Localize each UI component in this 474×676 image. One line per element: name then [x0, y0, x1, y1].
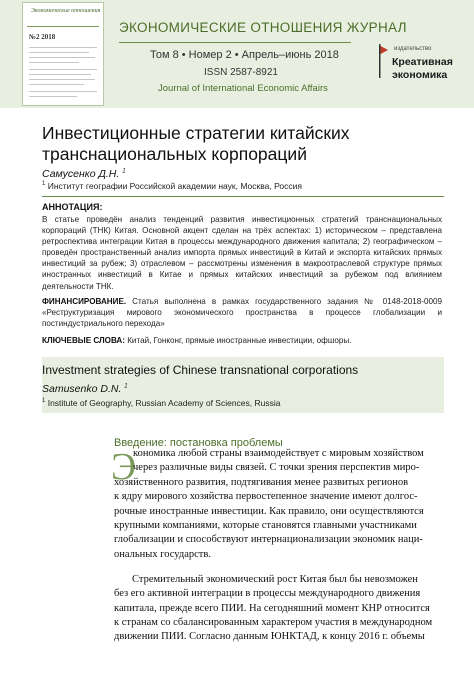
journal-title: ЭКОНОМИЧЕСКИЕ ОТНОШЕНИЯ ЖУРНАЛ — [119, 20, 407, 35]
text-line: капитала, прежде всего ПИИ. На сегодняшний момент КНР относится — [114, 602, 430, 614]
author-name: Самусенко Д.Н. $^1$ — [42, 168, 126, 180]
journal-cover-thumbnail — [22, 2, 104, 106]
publisher-logo — [364, 44, 464, 82]
drop-cap: Э — [111, 446, 137, 488]
article-title: Инвестиционные стратегии китайских транснациональных корпораций — [42, 123, 350, 164]
flag-icon — [378, 44, 388, 78]
issn: ISSN 2587-8921 — [204, 67, 278, 78]
text-line: хозяйственного развития, подтягивания менее развитых регионов — [114, 477, 409, 488]
text-line: крупными компаниями, которые становятся главными участниками — [114, 520, 417, 532]
keywords-block: КЛЮЧЕВЫЕ СЛОВА: Китай, Гонконг, прямые иностранные инвестиции, офшоры. — [42, 336, 352, 345]
abstract-heading: АННОТАЦИЯ: — [42, 202, 103, 212]
article-title-english: Investment strategies of Chinese transnational corporations — [42, 363, 359, 377]
text-line: движении ПИИ. Согласно данным ЮНКТАД, к концу 2016 г. объемы — [114, 631, 425, 643]
abstract-text: В статье проведён анализ тенденций развития инвестиционных стратегий транснациональных корпораций (ТНК) Китая. Основной акцент сделан на трёх аспектах: 1) историческом – представлена ретроспектива интеграции Китая в процессы международного движения капитала; 2) географическом – проведён пространственный анализ импорта прямых инвестиций в Китай и экспорта китайских прямых инвестиций за рубеж; 3) отраслевом – рассмотрены изменения в макроотраслевой структуре прямых иностранных инвестиций в Китае и прямых китайских инвестиций за рубежом под влиянием деятельности ТНК. — [42, 215, 442, 291]
author-affiliation-english: $^1$ Institute of Geography, Russian Academy of Sciences, Russia — [42, 398, 281, 408]
text-line: глобализации и способствуют интернационализации экономик наци- — [114, 534, 423, 546]
publisher-name-line1: Креативная — [392, 56, 453, 68]
abstract-divider — [42, 196, 444, 197]
text-line: к странам со сбалансированным характером участия в международном — [114, 617, 433, 629]
text-line: к ядру мирового хозяйства первостепенное значение имеют долгос- — [114, 491, 418, 503]
issue-info: Том 8 • Номер 2 • Апрель–июнь 2018 — [150, 49, 339, 61]
text-line: через различные виды связей. С точки зрения перспектив миро- — [133, 462, 420, 474]
author-name-english: Samusenko D.N. $^1$ — [42, 383, 128, 395]
text-line: без его активной интеграции в процессы международного движения — [114, 588, 421, 600]
funding-block: ФИНАНСИРОВАНИЕ. Статья выполнена в рамках государственного задания № 0148-2018-0009 «Реструктуризация мирового экономического пространства в процессе глобализации и постиндустриального перехода» — [42, 297, 442, 329]
header-divider — [119, 42, 351, 43]
paragraph-1 — [114, 476, 433, 562]
section-heading: Введение: постановка проблемы — [114, 437, 283, 449]
paragraph-1-lead — [133, 447, 433, 476]
publisher-caption: издательство — [394, 46, 432, 52]
text-line: Стремительный экономический рост Китая был бы невозможен — [132, 574, 418, 585]
paragraph-2 — [114, 573, 433, 645]
author-affiliation: $^1$ Институт географии Российской академии наук, Москва, Россия — [42, 181, 302, 191]
text-line: рочные иностранные инвестиции. Как правило, они осуществляются — [114, 505, 424, 517]
cover-title: Экономические отношения — [31, 8, 101, 14]
cover-issue: №2 2018 — [29, 33, 56, 41]
text-line: ональных государств. — [114, 548, 211, 560]
publisher-name-line2: экономика — [392, 69, 448, 81]
text-line: кономика любой страны взаимодействует с мировым хозяйством — [133, 448, 424, 459]
journal-english-title: Journal of International Economic Affairs — [158, 83, 328, 94]
